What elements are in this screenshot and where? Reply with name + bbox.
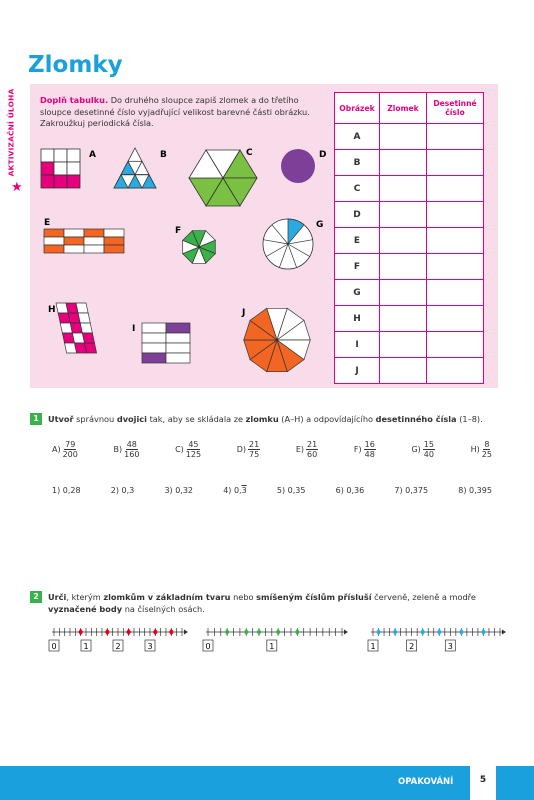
question-number: 1 bbox=[30, 413, 42, 425]
table-row bbox=[335, 150, 484, 176]
figures-area bbox=[38, 145, 338, 377]
row-label: I bbox=[335, 332, 380, 358]
fraction-cell[interactable] bbox=[380, 202, 427, 228]
figure-d bbox=[281, 149, 315, 183]
decimal-cell[interactable] bbox=[427, 228, 484, 254]
figure-f bbox=[183, 231, 216, 264]
table-row bbox=[335, 332, 484, 358]
fraction-item: H) $\frac{8}{25}$ bbox=[470, 439, 492, 459]
figure-label: H bbox=[48, 305, 56, 315]
row-label: H bbox=[335, 306, 380, 332]
axis-label: 2 bbox=[409, 642, 415, 651]
decimal-cell[interactable] bbox=[427, 306, 484, 332]
fraction-item: C) $\frac{45}{125}$ bbox=[175, 439, 202, 459]
decimal-option: 4) 0,3 bbox=[223, 486, 247, 495]
figure-label: J bbox=[242, 308, 246, 318]
table-header: Obrázek bbox=[335, 93, 380, 124]
axis-label: 1 bbox=[269, 642, 275, 651]
marked-point bbox=[105, 629, 110, 636]
figure-g bbox=[263, 219, 313, 269]
figure-label: G bbox=[316, 220, 324, 230]
fraction-cell[interactable] bbox=[380, 332, 427, 358]
decimal-options bbox=[52, 486, 492, 500]
fraction-item: D) $\frac{21}{75}$ bbox=[236, 439, 260, 459]
table-header: Zlomek bbox=[380, 93, 427, 124]
axis-label: 1 bbox=[83, 642, 89, 651]
decimal-option: 6) 0,36 bbox=[335, 486, 365, 495]
row-label: A bbox=[335, 124, 380, 150]
marked-point bbox=[295, 629, 300, 636]
row-label: C bbox=[335, 176, 380, 202]
decimal-cell[interactable] bbox=[427, 124, 484, 150]
table-row bbox=[335, 176, 484, 202]
decimal-cell[interactable] bbox=[427, 254, 484, 280]
footer-bar bbox=[0, 766, 534, 800]
fraction-cell[interactable] bbox=[380, 176, 427, 202]
decimal-cell[interactable] bbox=[427, 280, 484, 306]
fraction-item: F) $\frac{16}{48}$ bbox=[353, 439, 375, 459]
decimal-option: 8) 0,395 bbox=[458, 486, 492, 495]
star-icon: ★ bbox=[11, 180, 23, 195]
decimal-cell[interactable] bbox=[427, 202, 484, 228]
decimal-option: 1) 0,28 bbox=[52, 486, 81, 495]
page-number: 5 bbox=[470, 766, 496, 800]
page-title: Zlomky bbox=[28, 52, 123, 78]
table-row bbox=[335, 202, 484, 228]
marked-point bbox=[225, 629, 230, 636]
row-label: G bbox=[335, 280, 380, 306]
row-label: E bbox=[335, 228, 380, 254]
fraction-item: G) $\frac{15}{40}$ bbox=[411, 439, 434, 459]
figure-i bbox=[142, 323, 190, 363]
fraction-list bbox=[52, 438, 492, 460]
number-lines bbox=[44, 624, 514, 654]
table-row bbox=[335, 280, 484, 306]
axis-label: 1 bbox=[370, 642, 376, 651]
row-label: D bbox=[335, 202, 380, 228]
fraction-cell[interactable] bbox=[380, 124, 427, 150]
axis-label: 0 bbox=[51, 642, 57, 651]
axis-label: 3 bbox=[147, 642, 153, 651]
fraction-cell[interactable] bbox=[380, 306, 427, 332]
fraction-cell[interactable] bbox=[380, 358, 427, 384]
figure-b bbox=[114, 148, 156, 188]
decimal-cell[interactable] bbox=[427, 150, 484, 176]
figure-label: F bbox=[175, 226, 182, 236]
figure-label: A bbox=[89, 150, 96, 160]
marked-point bbox=[393, 629, 398, 636]
marked-point bbox=[459, 629, 464, 636]
fraction-item: A) $\frac{79}{200}$ bbox=[52, 439, 78, 459]
marked-point bbox=[244, 629, 249, 636]
marked-point bbox=[126, 629, 131, 636]
row-label: F bbox=[335, 254, 380, 280]
table-row bbox=[335, 358, 484, 384]
figure-h bbox=[56, 303, 97, 353]
marked-point bbox=[437, 629, 442, 636]
decimal-option: 3) 0,32 bbox=[164, 486, 194, 495]
marked-point bbox=[153, 629, 158, 636]
footer-section-label: OPAKOVÁNÍ bbox=[398, 777, 454, 787]
decimal-option: 7) 0,375 bbox=[394, 486, 429, 495]
axis-arrow bbox=[344, 630, 348, 635]
decimal-cell[interactable] bbox=[427, 176, 484, 202]
fraction-cell[interactable] bbox=[380, 228, 427, 254]
marked-point bbox=[420, 629, 425, 636]
axis-label: 2 bbox=[115, 642, 121, 651]
figure-label: I bbox=[132, 324, 136, 334]
axis-arrow bbox=[184, 630, 188, 635]
question-2-text: Urči, kterým zlomkům v základním tvaru nebo smíšeným číslům přísluší červeně, zeleně a modře vyznačené body na číselných osách. bbox=[48, 592, 476, 614]
decimal-cell[interactable] bbox=[427, 332, 484, 358]
table-row bbox=[335, 254, 484, 280]
fraction-cell[interactable] bbox=[380, 280, 427, 306]
decimal-option: 5) 0,35 bbox=[276, 486, 306, 495]
figure-label: B bbox=[160, 150, 167, 160]
row-label: B bbox=[335, 150, 380, 176]
table-row bbox=[335, 228, 484, 254]
answer-table bbox=[334, 92, 484, 384]
fraction-cell[interactable] bbox=[380, 254, 427, 280]
figure-label: C bbox=[246, 148, 253, 158]
table-row bbox=[335, 306, 484, 332]
row-label: J bbox=[335, 358, 380, 384]
side-label: AKTIVIZAČNÍ ÚLOHA bbox=[6, 88, 16, 177]
figure-a bbox=[41, 149, 80, 188]
figure-c bbox=[189, 150, 257, 206]
figure-e bbox=[44, 229, 124, 253]
marked-point bbox=[376, 629, 381, 636]
decimal-cell[interactable] bbox=[427, 358, 484, 384]
table-header: Desetinné číslo bbox=[427, 93, 484, 124]
marked-point bbox=[481, 629, 486, 636]
fraction-item: B) $\frac{48}{160}$ bbox=[113, 439, 140, 459]
question-1-text: Utvoř správnou dvojici tak, aby se skládala ze zlomku (A–H) a odpovídajícího desetinného čísla (1–8). bbox=[48, 414, 483, 424]
figure-j bbox=[244, 308, 311, 371]
axis-label: 0 bbox=[205, 642, 211, 651]
intro-text: Doplň tabulku. Do druhého sloupce zapiš zlomek a do třetího sloupce desetinné číslo vyjadřující velikost barevné části obrázku. Zakroužkuj periodická čísla. bbox=[40, 95, 310, 128]
table-row bbox=[335, 124, 484, 150]
axis-arrow bbox=[502, 630, 506, 635]
fraction-item: E) $\frac{21}{60}$ bbox=[295, 439, 318, 459]
axis-label: 3 bbox=[447, 642, 453, 651]
fraction-cell[interactable] bbox=[380, 150, 427, 176]
marked-point bbox=[169, 629, 174, 636]
marked-point bbox=[276, 629, 281, 636]
question-number: 2 bbox=[30, 591, 42, 603]
figure-label: E bbox=[44, 218, 51, 228]
decimal-option: 2) 0,3 bbox=[110, 486, 135, 495]
marked-point bbox=[78, 629, 83, 636]
marked-point bbox=[257, 629, 262, 636]
figure-label: D bbox=[319, 150, 327, 160]
